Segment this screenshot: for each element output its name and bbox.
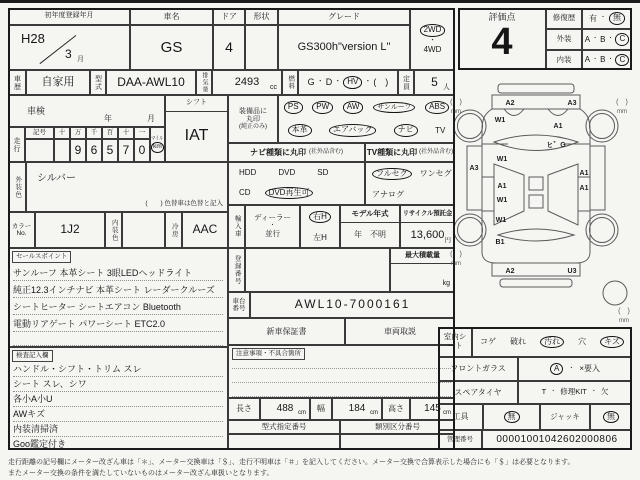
wheel-rear-right [586, 214, 618, 246]
tv-fullseg-circled: フルセグ [372, 168, 412, 180]
tv-analog: アナログ [372, 189, 404, 199]
int-color-value [122, 212, 165, 248]
nav-options-row-2 [239, 187, 313, 199]
damage-diagram [434, 80, 636, 324]
headlight-left-shape [504, 109, 524, 116]
car-name-value: GS [130, 25, 213, 70]
seat-yogore-circled: 汚れ [540, 336, 564, 348]
tool-none-circled: 無 [504, 411, 520, 423]
sales-points-area [8, 248, 228, 347]
capacity-unit: 人 [443, 83, 450, 91]
rear-window-shape [498, 229, 574, 241]
equip-abs-circled: ABS [425, 101, 449, 113]
roof-panel-2 [529, 195, 543, 208]
tread-mm-fl: mm [451, 109, 461, 115]
mark-door-front-right: A1 [579, 170, 589, 177]
cc-unit: cc [270, 83, 277, 91]
footer-note-2: またメーター交換の条件を満たしていないものはメーター改ざん車扱いとなります。 [8, 470, 274, 477]
score-cell [458, 8, 546, 70]
reg-no-label: 登録番号 [233, 255, 241, 285]
exterior-grade-label: 外装 [546, 29, 582, 50]
mileage-label-cell [8, 127, 25, 162]
equip-leather-circled: 本革 [288, 124, 312, 136]
nav-cd: CD [239, 188, 251, 198]
class-number-label: 類別区分番号 [340, 420, 455, 434]
ext-c-circled: C [615, 33, 629, 45]
mark-door-rear-right: A1 [579, 185, 589, 192]
tread-bracket-rr: ( ) [618, 308, 630, 315]
equip-tv: TV [435, 125, 446, 135]
sales-line-3: シートヒーター シートエアコン Bluetooth [13, 297, 223, 315]
shape-value [245, 25, 278, 70]
nav-header-note: (社外品含む) [309, 149, 343, 156]
equipment-label-3: (純正のみ) [239, 123, 267, 130]
recycle-yen: 円 [444, 236, 451, 244]
warranty-label: 新車保証書 [228, 318, 345, 345]
windshield-label: フロントガラス [438, 357, 518, 381]
mark-door-rear-left: A1 [497, 183, 507, 190]
spare-missing: 欠 [600, 387, 609, 397]
grade-value: GS300h"version L" [278, 25, 410, 70]
tool-label: 工具 [438, 404, 483, 430]
repair-history-label: 修復歴 [546, 8, 582, 29]
tread-mm-rl: mm [451, 261, 461, 267]
seat-kizu-circled: キズ [600, 336, 624, 348]
month-unit: 月 [77, 56, 84, 63]
pillar-right-shape [548, 164, 578, 225]
nav-hdd: HDD [239, 167, 257, 177]
wheel-rear-left [454, 214, 486, 246]
model-year-cell [340, 205, 400, 248]
mileage-d-man: 9 [70, 139, 86, 162]
tread-bracket-fl: ( ) [450, 99, 462, 106]
import-dealer: ディーラー [254, 213, 291, 223]
mileage-label: 走行 [13, 136, 20, 153]
mark-rear-bumper-left: A2 [505, 268, 515, 275]
height-value: 145 [424, 403, 441, 415]
mileage-d-hyaku: 5 [102, 139, 118, 162]
height-label: 高さ [382, 398, 410, 420]
tv-oneseg: ワンセグ [419, 169, 452, 179]
wheel-front-right [586, 110, 618, 142]
exterior-grade-options [582, 29, 632, 50]
nav-sd: SD [317, 167, 329, 177]
nav-header-text: ナビ種類に丸印 [250, 147, 306, 157]
mgmt-no-label: 管理番号 [438, 430, 482, 450]
jack-value-cell [590, 404, 632, 430]
nav-type-header [228, 143, 365, 162]
km-circled: km [151, 142, 164, 152]
ac-label: 冷房 [170, 222, 178, 238]
repair-history-options [582, 8, 632, 29]
equipment-row-1 [279, 101, 454, 113]
mileage-col-kigo: 記号 [25, 127, 54, 139]
chassis-label: 車台番号 [228, 292, 250, 318]
equip-navi-circled: ナビ [394, 124, 418, 136]
right-handle-circled: 右H [309, 211, 331, 223]
tv-header-note: (社外品含む) [419, 149, 454, 156]
mileage-col-ju10: 十 [54, 127, 70, 139]
history-value: 自家用 [26, 70, 90, 95]
capacity-label-cell [398, 70, 414, 95]
length-label: 長さ [228, 398, 260, 420]
equip-aw-circled: AW [343, 101, 364, 113]
recycle-value: 13,600 [410, 228, 445, 241]
mileage-d-sen: 6 [86, 139, 102, 162]
fuel-dot2: ・ [334, 78, 342, 86]
fuel-d: D [325, 77, 333, 88]
check-line-1: ハンドル・シフト・トリム スレ [13, 361, 223, 377]
ext-color-value: シルバー [37, 173, 77, 184]
int-color-label-cell [105, 212, 122, 248]
equip-airbag-circled: エアバック [329, 124, 376, 136]
equipment-items [278, 95, 455, 143]
glass-ng: ×要入 [579, 364, 601, 374]
type-label: 型式 [94, 74, 102, 91]
int-dot2: ・ [607, 56, 614, 63]
wheel-rear-right-inner [590, 218, 615, 243]
width-cm: cm [370, 410, 378, 417]
spare-t: T [541, 387, 547, 397]
history-label-cell [8, 70, 26, 95]
mark-rocker-left: A3 [469, 165, 479, 172]
roof-panel-1 [529, 177, 543, 190]
int-b: B [600, 55, 606, 65]
mileage-d-ju: 7 [118, 139, 134, 162]
shaken-label: 車検 [27, 106, 46, 116]
mark-fender-front-left: W1 [494, 117, 506, 124]
fuel-dot3: ・ [364, 78, 372, 86]
mgmt-no-value: 00001001042602000806 [482, 430, 632, 450]
capacity-label: 定員 [402, 74, 410, 91]
repair-dot: ・ [599, 15, 606, 22]
fuel-options [298, 70, 398, 95]
ext-dot1: ・ [592, 36, 599, 43]
ac-label-cell [165, 212, 182, 248]
first-registration-value [8, 25, 130, 70]
model-year-unit: 年 [354, 230, 362, 240]
tread-bracket-fr: ( ) [616, 99, 628, 106]
ext-color-label: 外装色 [14, 175, 22, 199]
sales-points-label: セールスポイント [12, 251, 71, 263]
mileage-col-man: 万 [70, 127, 86, 139]
max-load-kg: kg [442, 279, 450, 287]
nav-dvd-play-circled: DVD再生可 [265, 187, 314, 199]
ext-dot2: ・ [607, 36, 614, 43]
capacity-value: 5 [431, 74, 438, 89]
mileage-col-ju: 十 [118, 127, 134, 139]
fuel-dot1: ・ [316, 78, 324, 86]
check-line-2: シート スレ、シワ [13, 376, 223, 392]
spare-dot1: ・ [550, 389, 557, 396]
displacement-value: 2493 [234, 76, 260, 89]
tv-header-text: TV種類に丸印 [366, 147, 418, 157]
type-designation-label: 型式指定番号 [228, 420, 340, 434]
width-value: 184 [348, 403, 366, 415]
check-line-3: 各小A小U [13, 391, 223, 407]
fuel-label: 燃料 [287, 75, 295, 90]
color-no-value: 1J2 [35, 212, 105, 248]
headlight-right-shape [548, 109, 568, 116]
rocker-left-shape [467, 146, 482, 210]
mileage-col-ichi: 一 [134, 127, 150, 139]
model-code: DAA-AWL10 [106, 70, 196, 95]
interior-grade-label: 内装 [546, 50, 582, 70]
displacement-label-cell [196, 70, 212, 95]
equipment-label-1: 装備品に [239, 107, 267, 115]
manual-label: 車両取説 [345, 318, 455, 345]
shift-label: シフト [166, 96, 227, 112]
import-kind-cell [245, 205, 300, 248]
jack-none-circled: 無 [603, 411, 619, 423]
max-load-label: 最大積載量 [391, 249, 454, 264]
reg-no-label-cell [228, 248, 245, 292]
color-change-note: ( ) 色替車は色替と記入 [145, 199, 223, 207]
seat-ana: 穴 [578, 337, 587, 347]
int-c-circled: C [615, 54, 629, 66]
nav-options-row-1 [239, 168, 328, 177]
displacement-cell [212, 70, 282, 95]
caution-line-1 [232, 368, 451, 369]
model-year-label: モデル年式 [341, 206, 399, 223]
spare-tire-shape [603, 281, 627, 305]
fuel-hv-circled: HV [343, 76, 362, 88]
seat-label: 室内シート [438, 327, 472, 357]
sales-line-1: サンルーフ 本革シート 3眼LEDヘッドライト [13, 263, 223, 281]
caution-line-3 [232, 396, 451, 397]
ext-a: A [584, 34, 591, 44]
score-value: 4 [491, 21, 513, 64]
inspector-notes-area [8, 347, 228, 450]
first-reg-year: H28 [21, 31, 45, 46]
import-label-cell [228, 205, 245, 248]
seat-koge: コゲ [480, 337, 497, 347]
pillar-left-shape [494, 164, 524, 225]
wheel-front-right-inner [590, 114, 615, 139]
fuel-g: G [307, 77, 315, 88]
ext-color-label-cell [8, 162, 26, 212]
spare-tire-options [518, 381, 632, 404]
mark-front-bumper-left: A2 [505, 100, 515, 107]
equip-sunroof-circled: サンルーフ [373, 102, 415, 113]
shaken-month-unit: 月 [147, 113, 155, 123]
color-no-label: カラーNo. [8, 212, 35, 248]
type-designation-value [228, 434, 340, 450]
spare-dot2: ・ [590, 389, 597, 396]
shift-cell [165, 95, 228, 162]
drive-2wd-circled: 2WD [420, 24, 446, 36]
mark-door-rear-left-2: W1 [496, 197, 508, 204]
door-count: 4 [213, 25, 245, 70]
mile-label: マイル [151, 136, 164, 143]
nav-options [228, 162, 365, 205]
spare-kit: 修理KIT [560, 387, 587, 397]
rocker-right-shape [590, 146, 605, 210]
interior-grade-options [582, 50, 632, 70]
mileage-d0 [54, 139, 70, 162]
shift-value: IAT [184, 127, 209, 145]
wheel-front-left-inner [458, 114, 483, 139]
mark-rear-bumper-right: U3 [567, 268, 577, 275]
fuel-label-cell [282, 70, 298, 95]
repair-no-circled: 無 [609, 12, 625, 24]
rear-bumper-shape [500, 279, 572, 287]
caution-line-2 [232, 382, 451, 383]
glass-a-circled: A [550, 363, 563, 375]
tool-value-cell [483, 404, 540, 430]
sales-line-5 [13, 331, 223, 346]
shape-label: 形状 [245, 8, 278, 25]
equip-pw-circled: PW [312, 101, 333, 113]
shaken-cell [8, 95, 165, 127]
drive-dot: ・ [429, 36, 436, 44]
mark-door-front-left: W1 [496, 156, 508, 163]
height-cm: cm [443, 410, 451, 417]
recycle-label: リサイクル預託金 [401, 206, 454, 223]
fuel-other: ( ) [373, 77, 389, 88]
mileage-kigo-value [25, 139, 54, 162]
mark-windshield: ヒ゛G [546, 142, 566, 149]
model-year-value [341, 223, 399, 247]
left-handle: 左H [313, 232, 327, 242]
int-color-label: 内装色 [110, 218, 118, 242]
import-parallel: 並行 [265, 228, 280, 238]
seat-options [472, 327, 632, 357]
width-cell [332, 398, 382, 420]
first-reg-month: 3 [65, 47, 72, 61]
handle-cell [300, 205, 340, 248]
check-line-5: 内装清掃済 [13, 421, 223, 437]
nav-dvd: DVD [278, 167, 296, 177]
width-label: 幅 [310, 398, 332, 420]
sales-line-4: 電動リアゲート パワーシート ETC2.0 [13, 314, 223, 332]
model-year-unknown: 不明 [370, 230, 386, 240]
check-line-4: AWキズ [13, 406, 223, 422]
tread-mm-fr: mm [617, 109, 627, 115]
chassis-number: AWL10-7000161 [250, 292, 455, 318]
length-cm: cm [298, 410, 306, 417]
inspector-notes-label: 検査記入欄 [12, 350, 53, 362]
wheel-rear-left-inner [458, 218, 483, 243]
type-label-cell [90, 70, 106, 95]
check-line-6: Goo鑑定付き [13, 439, 67, 449]
equipment-label-2: 丸印 [246, 115, 260, 123]
glass-dot: ・ [568, 365, 575, 372]
mark-hood: A1 [553, 123, 563, 130]
ac-value: AAC [182, 212, 228, 248]
displacement-label: 排気量 [201, 72, 207, 93]
windshield-options [518, 357, 632, 381]
ext-b: B [600, 34, 606, 44]
repair-yes: 有 [588, 13, 597, 23]
length-value: 488 [276, 403, 294, 415]
length-cell [260, 398, 310, 420]
int-a: A [584, 55, 591, 65]
mileage-col-hyaku: 百 [102, 127, 118, 139]
spare-tire-label: スペアタイヤ [438, 381, 518, 404]
mark-front-bumper-right: A3 [567, 100, 577, 107]
drive-type-cell [410, 8, 455, 70]
equip-ps-circled: PS [284, 101, 303, 113]
car-name-label: 車名 [130, 8, 213, 25]
first-registration-label: 初年度登録年月 [8, 8, 130, 25]
equipment-row-2 [279, 124, 454, 136]
reg-no-value [245, 248, 390, 292]
jack-label: ジャッキ [540, 404, 590, 430]
ext-color-cell [26, 162, 228, 212]
import-dot: ・ [269, 223, 276, 230]
mileage-col-sen: 千 [86, 127, 102, 139]
tread-bracket-rl: ( ) [450, 251, 462, 258]
drive-4wd: 4WD [423, 44, 442, 54]
mark-rear-left: B1 [495, 239, 505, 246]
seat-yabure: 破れ [510, 337, 527, 347]
front-bumper-shape [498, 84, 574, 93]
scan-edge-line [0, 0, 640, 3]
caution-area [228, 345, 455, 398]
import-label: 輸入車 [233, 215, 241, 238]
shaken-year-unit: 年 [104, 113, 112, 123]
mileage-d-ichi: 0 [134, 139, 150, 162]
int-dot1: ・ [592, 56, 599, 63]
history-label: 車歴 [13, 74, 21, 91]
footer-note-1: 走行距離の記号欄にメーター改ざん車は「＊」、メーター交換車は「＄」、走行不明車は「＃」を記入してください。メーター交換で合算表示した場合にも「＄」は必要となります。 [8, 459, 575, 466]
grade-label: グレード [278, 8, 410, 25]
sales-line-2: 純正12.3インチナビ 本革シート レーダークルーズ [13, 280, 223, 298]
door-label: ドア [213, 8, 245, 25]
mileage-unit-cell [150, 127, 165, 162]
tread-mm-rr: mm [619, 318, 629, 324]
mark-quarter-left: W1 [495, 217, 507, 224]
score-label: 評価点 [488, 12, 516, 22]
equipment-label-cell [228, 95, 278, 143]
caution-label: 注意事項・不具合箇所 [232, 348, 305, 360]
